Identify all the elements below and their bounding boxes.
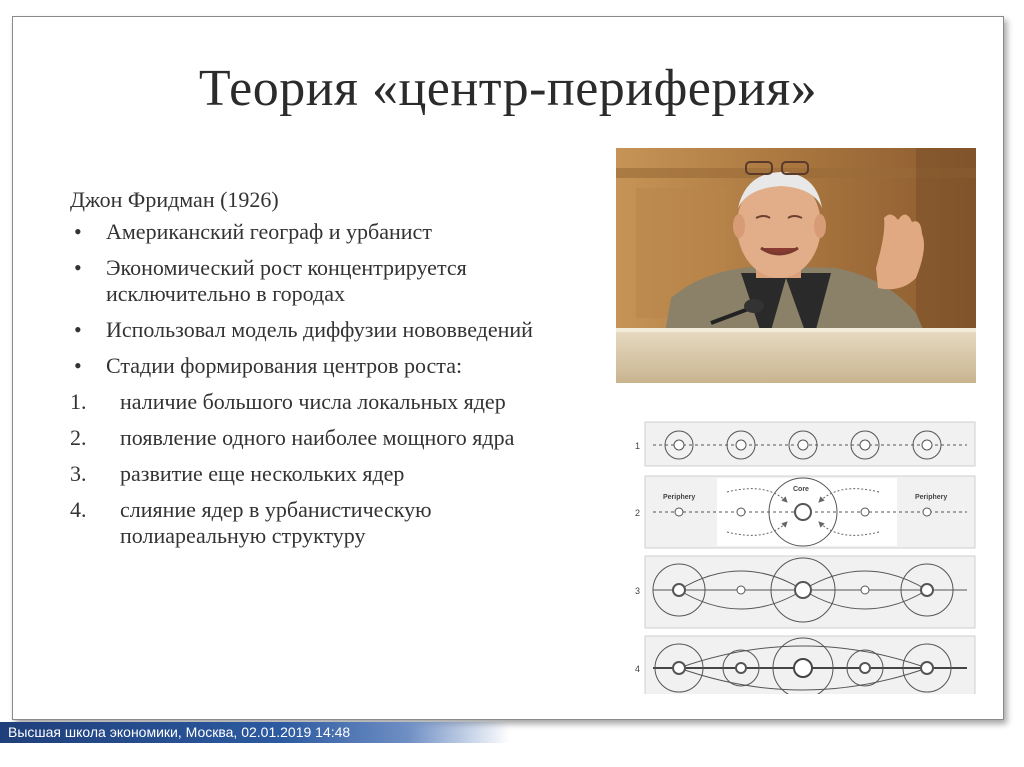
author-line: Джон Фридман (1926) [70,187,279,212]
bullet-item [70,317,570,343]
stage-text: наличие большого числа локальных ядер [120,389,506,414]
bullet-marker: • [74,353,82,378]
stage-item [70,389,570,415]
portrait-illustration [616,148,976,383]
footer-bar [0,722,510,743]
periphery-left-label: Periphery [663,494,696,501]
slide [12,16,1004,720]
core-label: Core [793,486,809,493]
periphery-right-label: Periphery [915,494,948,501]
stage-item [70,425,570,451]
core-periphery-diagram [627,402,977,694]
bullet-text: Американский географ и урбанист [106,219,432,244]
portrait-photo [616,148,976,383]
stage-item [70,461,570,487]
bullet-item [70,353,570,379]
stage-number: 3. [70,461,87,486]
stage-text: слияние ядер в урбанистическую полиареальную структуру [120,497,432,548]
stage-item [70,497,570,549]
bullet-marker: • [74,219,82,244]
slide-content [70,187,570,559]
stage-label: 3 [635,586,641,596]
bullet-marker: • [74,317,82,342]
bullet-text: Использовал модель диффузии нововведений [106,317,533,342]
diagram-stage-1 [635,422,975,466]
stage-list [70,389,570,549]
diagram-stage-3 [635,556,975,628]
footer-text: Высшая школа экономики, Москва, 02.01.2019 14:48 [8,724,351,740]
bullet-text: Стадии формирования центров роста: [106,353,463,378]
stage-label: 1 [635,441,641,451]
stage-number: 1. [70,389,87,414]
stage-label: 2 [635,508,641,518]
slide-title: Теория «центр-периферия» [198,60,818,117]
stage-label: 4 [635,664,641,674]
bullet-list [70,219,570,379]
stage-text: развитие еще нескольких ядер [120,461,405,486]
stage-text: появление одного наиболее мощного ядра [120,425,515,450]
bullet-marker: • [74,255,82,280]
diagram-stage-2 [635,476,975,548]
stage-number: 2. [70,425,87,450]
diagram-stage-4 [635,636,975,694]
bullet-text: Экономический рост концентрируется исключительно в городах [106,255,467,306]
bullet-item [70,219,570,245]
bullet-item [70,255,570,307]
stage-number: 4. [70,497,87,522]
